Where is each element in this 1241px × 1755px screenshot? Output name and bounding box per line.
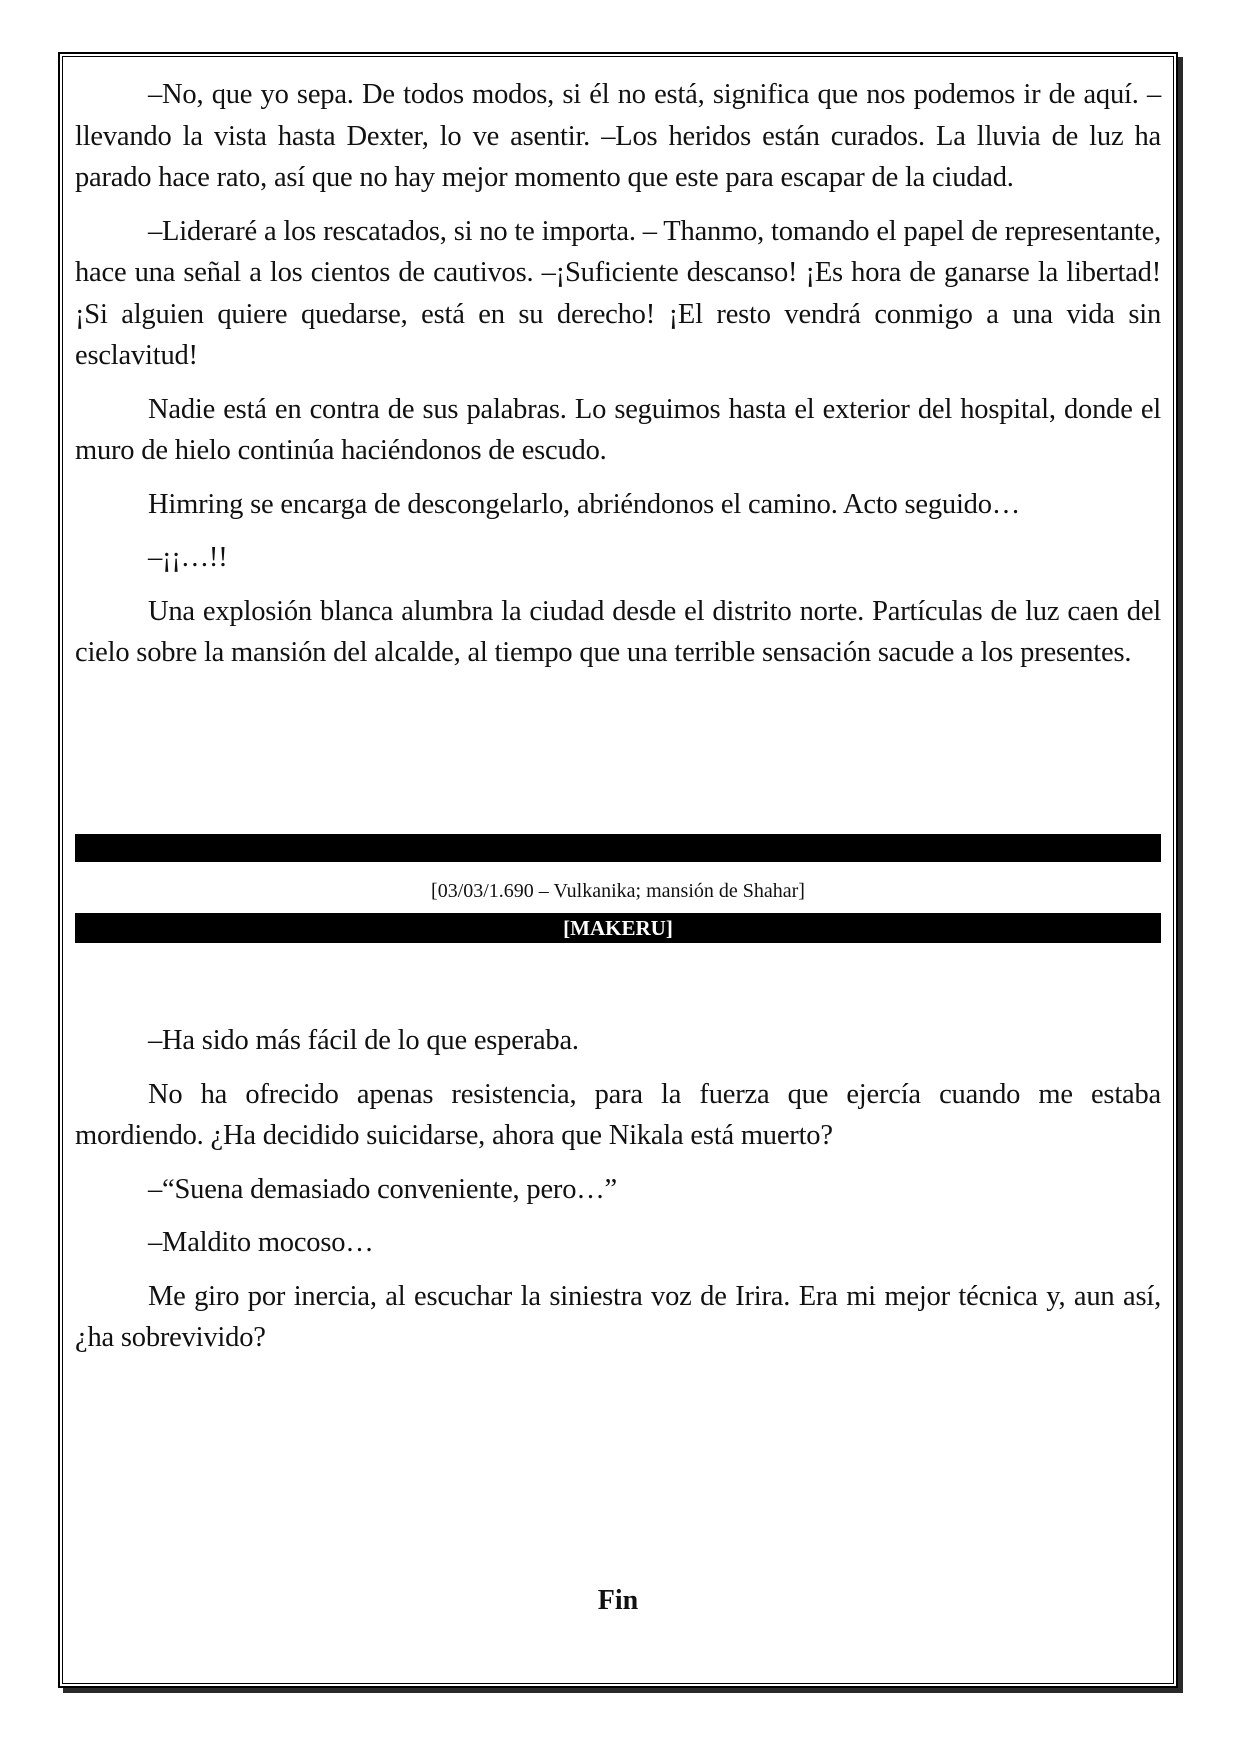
paragraph: Una explosión blanca alumbra la ciudad desde el distrito norte. Partículas de luz caen del cielo sobre la mansión del alcalde, al tiempo que una terrible sensación sacude a los presentes. [75, 595, 1161, 668]
text-block-bottom [75, 1020, 1161, 1371]
paragraph: –Lideraré a los rescatados, si no te importa. – Thanmo, tomando el papel de representante, hace una señal a los cientos de cautivos. –¡Suficiente descanso! ¡Es hora de ganarse la libertad! ¡Si alguien quiere quedarse, está en su derecho! ¡El resto vendrá conmigo a una vida sin esclavitud! [75, 215, 1161, 371]
paragraph: –Ha sido más fácil de lo que esperaba. [148, 1025, 579, 1056]
paragraph: –“Suena demasiado conveniente, pero…” [148, 1173, 618, 1205]
paragraph: –Maldito mocoso… [148, 1227, 374, 1258]
scene-break [75, 834, 1161, 943]
paragraph: Me giro por inercia, al escuchar la siniestra voz de Irira. Era mi mejor técnica y, aun así, ¿ha sobrevivido? [75, 1280, 1161, 1353]
paragraph: –No, que yo sepa. De todos modos, si él no está, significa que nos podemos ir de aquí. – llevando la vista hasta Dexter, lo ve asentir. –Los heridos están curados. La lluvia de luz ha parado hace rato, así que no hay mejor momento que este para escapar de la ciudad. [75, 79, 1161, 193]
scene-location-line: [03/03/1.690 – Vulkanika; mansión de Shahar] [431, 880, 805, 902]
page-frame [58, 52, 1178, 1688]
scene-divider-bar [75, 834, 1161, 862]
paragraph: Nadie está en contra de sus palabras. Lo seguimos hasta el exterior del hospital, donde el muro de hielo continúa haciéndonos de escudo. [75, 393, 1161, 466]
paragraph: No ha ofrecido apenas resistencia, para la fuerza que ejercía cuando me estaba mordiendo. ¿Ha decidido suicidarse, ahora que Nikala está muerto? [75, 1078, 1161, 1151]
paragraph: Himring se encarga de descongelarlo, abriéndonos el camino. Acto seguido… [148, 488, 1021, 520]
end-label: Fin [597, 1585, 639, 1616]
paragraph: –¡¡…!! [148, 542, 228, 573]
pov-name-bar: [MAKERU] [75, 913, 1161, 943]
